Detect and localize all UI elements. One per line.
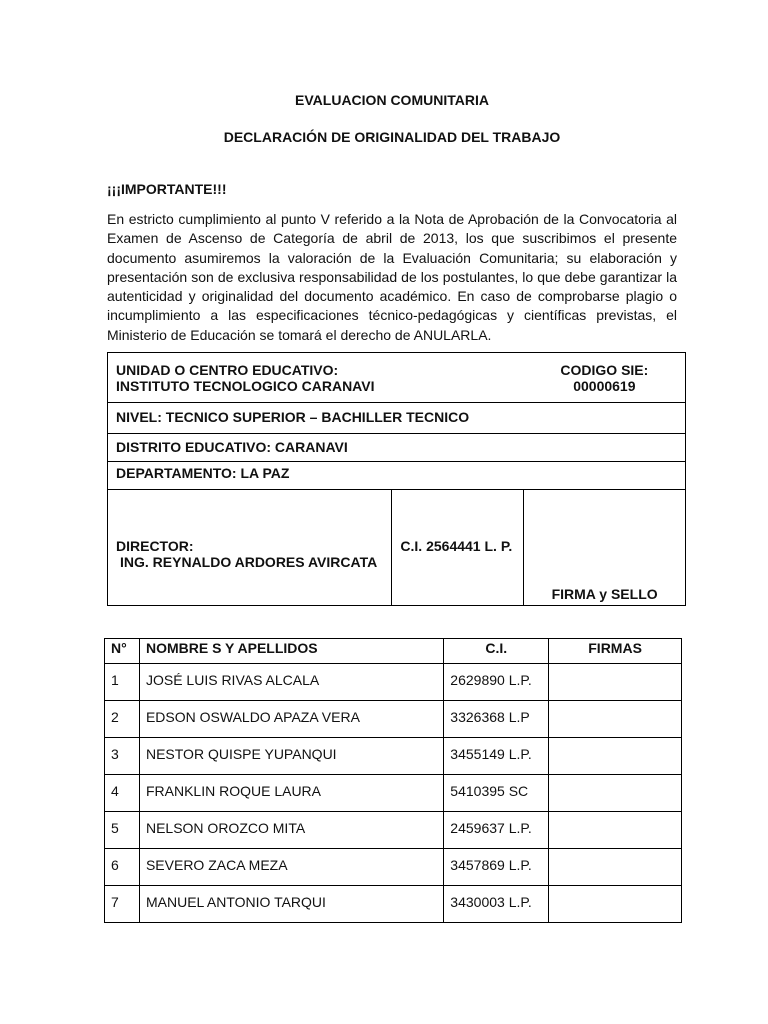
member-n-cell: 1 (105, 664, 140, 701)
member-ci-cell: 3326368 L.P (444, 701, 549, 738)
member-name-cell: FRANKLIN ROQUE LAURA (139, 775, 443, 812)
member-n-cell: 4 (105, 775, 140, 812)
document-subtitle: DECLARACIÓN DE ORIGINALIDAD DEL TRABAJO (223, 129, 561, 145)
institution-info-table (107, 352, 686, 606)
director-row (108, 490, 686, 606)
member-n-cell: 2 (105, 701, 140, 738)
unidad-label: UNIDAD O CENTRO EDUCATIVO: (116, 362, 339, 378)
member-name-cell: NELSON OROZCO MITA (139, 812, 443, 849)
director-label: DIRECTOR: (116, 538, 194, 554)
director-ci: C.I. 2564441 L. P. (392, 490, 524, 606)
header-number: N° (105, 639, 140, 664)
important-heading: ¡¡¡IMPORTANTE!!! (107, 181, 227, 197)
header-firmas: FIRMAS (549, 639, 682, 664)
departamento-text: DEPARTAMENTO: LA PAZ (108, 462, 686, 490)
table-row (105, 738, 682, 775)
header-name: NOMBRE S Y APELLIDOS (139, 639, 443, 664)
member-signature-cell (549, 812, 682, 849)
distrito-text: DISTRITO EDUCATIVO: CARANAVI (108, 434, 686, 462)
distrito-row (108, 434, 686, 462)
table-row (105, 849, 682, 886)
member-signature-cell (549, 664, 682, 701)
member-n-cell: 6 (105, 849, 140, 886)
member-ci-cell: 2629890 L.P. (444, 664, 549, 701)
member-ci-cell: 5410395 SC (444, 775, 549, 812)
member-signature-cell (549, 775, 682, 812)
member-name-cell: JOSÉ LUIS RIVAS ALCALA (139, 664, 443, 701)
firma-sello-label: FIRMA y SELLO (524, 490, 686, 606)
member-ci-cell: 3457869 L.P. (444, 849, 549, 886)
director-name: ING. REYNALDO ARDORES AVIRCATA (120, 554, 378, 570)
members-table (104, 638, 682, 923)
table-row (105, 812, 682, 849)
member-name-cell: MANUEL ANTONIO TARQUI (139, 886, 443, 923)
departamento-row (108, 462, 686, 490)
table-row (105, 664, 682, 701)
unidad-value: INSTITUTO TECNOLOGICO CARANAVI (116, 378, 375, 394)
member-ci-cell: 3430003 L.P. (444, 886, 549, 923)
member-signature-cell (549, 886, 682, 923)
members-header-row (105, 639, 682, 664)
table-row (105, 701, 682, 738)
table-row (105, 886, 682, 923)
unidad-row (108, 353, 686, 403)
table-row (105, 775, 682, 812)
member-signature-cell (549, 701, 682, 738)
member-name-cell: NESTOR QUISPE YUPANQUI (139, 738, 443, 775)
nivel-row (108, 403, 686, 434)
header-ci: C.I. (444, 639, 549, 664)
nivel-text: NIVEL: TECNICO SUPERIOR – BACHILLER TECNICO (108, 403, 686, 434)
member-signature-cell (549, 738, 682, 775)
member-name-cell: EDSON OSWALDO APAZA VERA (139, 701, 443, 738)
member-ci-cell: 2459637 L.P. (444, 812, 549, 849)
member-signature-cell (549, 849, 682, 886)
member-n-cell: 7 (105, 886, 140, 923)
document-title: EVALUACION COMUNITARIA (295, 92, 489, 108)
member-ci-cell: 3455149 L.P. (444, 738, 549, 775)
declaration-paragraph: En estricto cumplimiento al punto V referido a la Nota de Aprobación de la Convocatoria al Examen de Ascenso de Categoría de abril de 2013, los que suscribimos el presente documento asumiremos la valoración de la Evaluación Comunitaria; su elaboración y presentación son de exclusiva responsabilidad de los postulantes, lo que debe garantizar la autenticidad y originalidad del documento académico. En caso de comprobarse plagio o incumplimiento a las especificaciones técnico-pedagógicas y científicas previstas, el Ministerio de Educación se tomará el derecho de ANULARLA. (107, 211, 677, 343)
codigo-label: CODIGO SIE: (560, 362, 649, 378)
member-name-cell: SEVERO ZACA MEZA (139, 849, 443, 886)
member-n-cell: 3 (105, 738, 140, 775)
member-n-cell: 5 (105, 812, 140, 849)
codigo-value: 00000619 (573, 378, 636, 394)
